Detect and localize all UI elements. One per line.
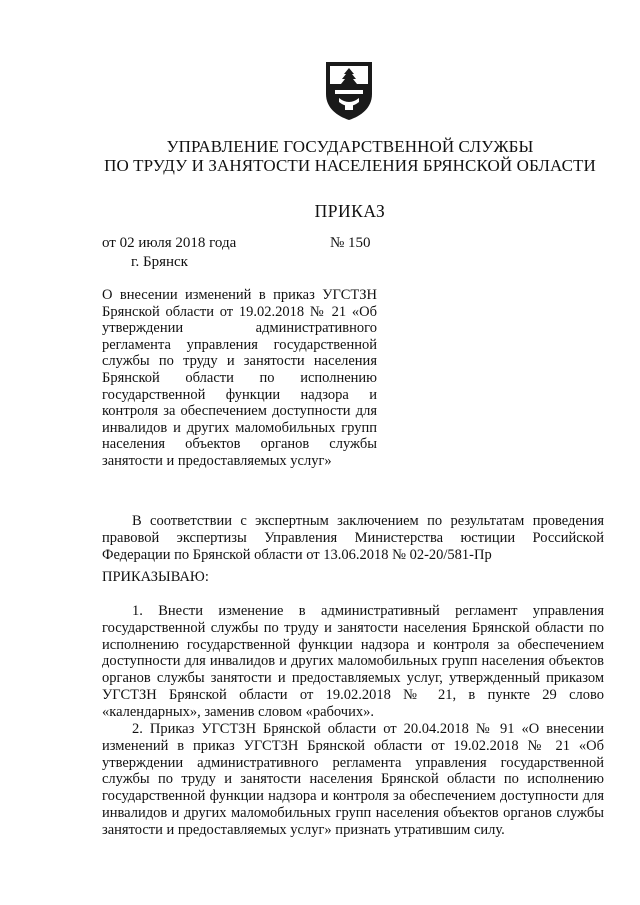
order-item-2: 2. Приказ УГСТЗН Брянской области от 20.04.2018 № 91 «О внесении изменений в приказ УГСТЗН Брянской области от 19.02.2018 № 21 «Об утверждении административного регламента управления государственной службы по труду и занятости населения Брянской области по исполнению государственной функции надзора и контроля за обеспечением доступности для инвалидов и других маломобильных групп населения объектов органов службы занятости и предоставляемых услуг» признать утратившим силу. <box>102 721 604 838</box>
organization-title-line1: УПРАВЛЕНИЕ ГОСУДАРСТВЕННОЙ СЛУЖБЫ <box>166 137 534 156</box>
preamble-paragraph: В соответствии с экспертным заключением по результатам проведения правовой экспертизы Управления Министерства юстиции Российской Федерации по Брянской области от 13.06.2018 № 02-20/581-Пр <box>102 513 604 563</box>
organization-title <box>100 137 600 175</box>
order-number: № 150 <box>330 235 371 251</box>
organization-title-line2: ПО ТРУДУ И ЗАНЯТОСТИ НАСЕЛЕНИЯ БРЯНСКОЙ ОБЛАСТИ <box>104 156 596 175</box>
document-title: ПРИКАЗ <box>314 201 386 221</box>
order-city: г. Брянск <box>131 254 188 270</box>
order-word: ПРИКАЗЫВАЮ: <box>102 569 209 585</box>
order-subject: О внесении изменений в приказ УГСТЗН Брянской области от 19.02.2018 № 21 «Об утверждении административного регламента управления государственной службы по труду и занятости населения Брянской области по исполнению государственной функции надзора и контроля за обеспечением доступности для инвалидов и других маломобильных групп населения объектов органов службы занятости и предоставляемых услуг» <box>102 287 377 469</box>
order-date: от 02 июля 2018 года <box>102 235 237 251</box>
coat-of-arms-icon <box>323 60 375 122</box>
order-item-1: 1. Внести изменение в административный регламент управления государственной службы по труду и занятости населения Брянской области по исполнению государственной функции надзора и контроля за обеспечением доступности для инвалидов и других маломобильных групп населения объектов органов службы занятости и предоставляемых услуг, утвержденный приказом УГСТЗН Брянской области от 19.02.2018 № 21, в пункте 29 слово «календарных», заменив словом «рабочих». <box>102 603 604 720</box>
